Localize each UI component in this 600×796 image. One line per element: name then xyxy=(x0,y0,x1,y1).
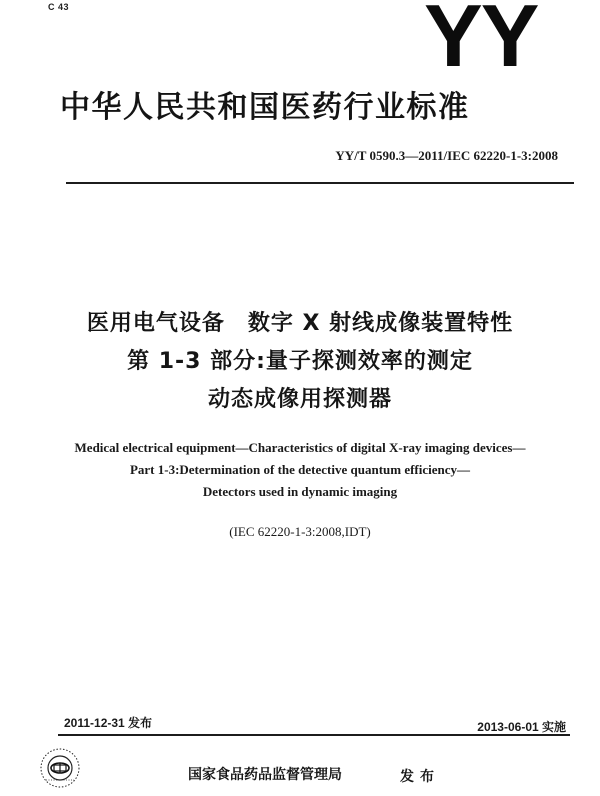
standard-logo: YY xyxy=(424,0,538,85)
adoption-note: (IEC 62220-1-3:2008,IDT) xyxy=(229,524,371,539)
header-divider xyxy=(66,182,574,184)
standard-type-heading: 中华人民共和国医药行业标准 xyxy=(60,90,470,125)
standard-number: YY/T 0590.3—2011/IEC 62220-1-3:2008 xyxy=(335,148,558,163)
title-chinese-line-2: 第 1-3 部分:量子探测效率的测定 xyxy=(127,349,473,374)
publisher-name: 国家食品药品监督管理局 xyxy=(188,767,342,783)
implementation-date: 2013-06-01 实施 xyxy=(477,720,566,734)
classification-code: C 43 xyxy=(48,2,70,12)
sfda-seal-icon xyxy=(38,746,82,790)
footer-divider xyxy=(58,734,570,736)
title-chinese-line-3: 动态成像用探测器 xyxy=(207,387,392,412)
title-chinese-line-1: 医用电气设备 数字 X 射线成像装置特性 xyxy=(86,311,514,336)
title-english-line-2: Part 1-3:Determination of the detective quantum efficiency— xyxy=(129,462,471,477)
publish-label: 发布 xyxy=(400,769,440,785)
issue-date: 2011-12-31 发布 xyxy=(64,716,153,730)
title-english-line-1: Medical electrical equipment—Characteristics of digital X-ray imaging devices— xyxy=(74,440,526,455)
title-english-line-3: Detectors used in dynamic imaging xyxy=(202,484,398,499)
